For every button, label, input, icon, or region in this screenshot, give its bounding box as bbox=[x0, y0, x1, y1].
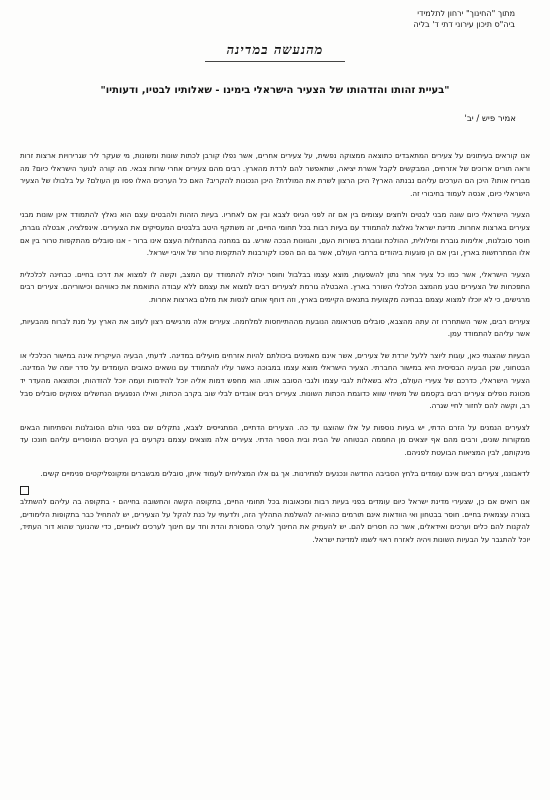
paragraph-2: הצעיר הישראלי כיום שונה מבני לבטים ולחצים עצומים בין אם זה לפני הגיוס לצבא ובין אם לאחריו. בעיות הזהות ולהבטים עצם הוא נאלץ להתמודד אינן שונות מבני צעירים בארצות אחרות. מדינת ישראל נאלצת להתמודד עם בעיות רבות בכל תחומי החיים, זה משתקף היטב בלבטים המעסיקים את הצעירים. אינפלציה, אבטלה גוברת, חוסר סובלנות, אלימות גוברת ומילולית, ההולכת וגוברת בשורות העם, והגוונות הבכה שורש. גם במחנה בהתנחלות העצם אינו ברור - אנו סובלים מהתקפות טרור בין אם אלו המתרחשות בארץ, ובין אם הן פוגעות ביהודים ברחבי העולם, אשר גם הם הפכו לקורבנות להתקפות טרור של אויבי ישראל. bbox=[20, 210, 530, 258]
source-line-1: מתוך "החינוך" ירחון לתלמידי bbox=[417, 9, 515, 18]
paragraph-8: אנו רואים אם כן, שצעירי מדינת ישראל כיום עומדים בפני בעיות רבות ומכאובות בכל תחומי החיים, בתקופה הקשה והחשובה בחייהם - בתקופה בה עליהם להשתלב בצורה עצמאית בחיים. חוסר בבטחון ואי הוודאות אינם תורמים כהוא-זה להשלמת התהליך הזה, ולדעתי על כנת להקל על הצעירים, יש להתחיל כבר בתקופות הלימודים, להקנות להם כלים וערכים ואידאלים, אשר כה חסרים להם. יש להעמיק את החינוך לערכי המסורת והדת וחד עם חינוך לערכים לאומיים, כדי שהנוער שהוא דור העתיד, יוכל להתגבר על הבעיות השונות ויהיה לאזרח ראוי לשמו למדינת ישראל. bbox=[20, 497, 530, 544]
source-line-2: ביה"ס תיכון עירוני דתי ד' בליה bbox=[413, 20, 515, 29]
paragraph-4: צעירים רבים, אשר השתחררו זה עתה מהצבא, סובלים מטראומה הנובעת מההתייחסות למלחמה. צעירים אלה מרגישים רצון לעזוב את הארץ על מנת לברוח מהבעיות, אשר עליהם להתמודד עמן. bbox=[20, 316, 530, 339]
paragraph-7: לדאבוננו, צעירים רבים אינם עומדים בלחץ הסביבה החדשה ונכנעים למתירנות. אך גם אלו המצליחים לעמוד איתן, סובלים מבשברים ומקונפליקטים פנימיים קשים. bbox=[40, 469, 530, 479]
author-line: אמיר פיש / יב' bbox=[464, 114, 516, 124]
source-note bbox=[413, 8, 515, 30]
article-title: "בעיית זהותו והזדהותו של הצעיר הישראלי בימינו - שאלותיו לבטיו, ודעותיו" bbox=[100, 85, 450, 96]
paragraph-3: הצעיר הישראלי, אשר כמו כל צעיר אחר נתון להשפעות, מוצא עצמו בבלבול וחוסר יכולת להתמודד עם המצב, וקשה לו למצוא את דרכו בחיים. כבחינה לכלכלית התפכחות של הצעירים טבע מהמצב הכלכלי השורר בארץ. האבטלה גורמת לצעירים רבים למצוא את עצמם ללא עבודה התואמת את כאוויהם וכישוריהם. צעירים רבים מרגישים, כי לא יוכלו למצוא עצמם בבחינה מקצועית בתנאים הקיימים בארץ, וזה דוחף אותם לנסות את מזלם בארצות אחרות. bbox=[20, 269, 530, 304]
banner-underline bbox=[205, 61, 345, 62]
paragraph-6: לצעירים הנמנים על הזרם הדתי, יש בעיות נוספות על אלו שהוצגו עד כה. הצעירים הדתיים, המתגייסים לצבא, נתקלים שם בפני הולם הסובלנות והפתיחות הבאים ממקורות שונים, ורבים מהם אף יוצאים מן החממה הבטוחה של הבית ובית הספר הדתי. צעירים אלה מוצאים עצמם נקרעים בין הערכים המוסריים עליהם חונכו עד מינקותם, לבין המציאות הבועטת לפניהם. bbox=[20, 422, 530, 457]
checkbox-row bbox=[20, 484, 530, 494]
checkbox-mark bbox=[20, 486, 29, 495]
article-body bbox=[20, 150, 530, 555]
paragraph-1: אנו קוראים בעיתונים על צעירים המתאבדים כתוצאה ממצוקה נפשית, על צעירים אחרים, אשר נפלו קורבן לכתות שונות ומשונות, מי שעקר ליר שגרירויות ארצות זרות וראה תורים ארוכים של אזרחים, המבקשים לקבל אשרת יציאה, שתאפשר להם לרדת מהארץ. רבים מהם צעירים אחרי שרות צבאי. מה קורה לנוער הישראלי כיום? מה מבריח אותו? היכן הם הערכים עליהם נבנתה הארץ? היכן הרצון לשרת את המולדת? היכן הנכונות להקריב? האם כל הערכים האלו פסו מן העולם? על בלבולו של הצעיר הישראלי כיום, אנסה לעמוד בחיבורי זה. bbox=[20, 151, 530, 198]
paragraph-5: הבעיות שהצגתי כאן, עוגות ליוצר ללעל יורדת של צעירים, אשר אינם מאמינים ביכולתם להיות אזרחים מועילים במדינה. לדעתי, הבעיה העיקרית אינה במישור הכלכלי או הבטחוני, שכן הבעיה הבסיסית היא במישור החברתי. הצעיר הישראלי מוצא עצמו במבוכה כאשר עליו להתמודד עם נושאים כאובים העומדים על סדר יומה של המדינה. הצעיר הישראלי, כדרכם של צעירי העולם, כלא בשאלות לגבי עצמו ולגבי הסובב אותו. הוא מחפש דמות אליה יוכל להידמות ועמה יוכל להזדהות, וכתוצאה מהעדר יד מכוונת נופלים צעירים רבים בקסמם של משיחי שווא כדוגמת הכתות השונות. צעירים רבים אובדים לבלי שוב בקרב הכתות, ואילו הנפגעים הנחשלים צפוקים סובלים סבל רב, וקשה להם לחזור לחיי שגרה. bbox=[20, 350, 530, 411]
section-banner: מהנעשה במדינה bbox=[226, 43, 324, 58]
